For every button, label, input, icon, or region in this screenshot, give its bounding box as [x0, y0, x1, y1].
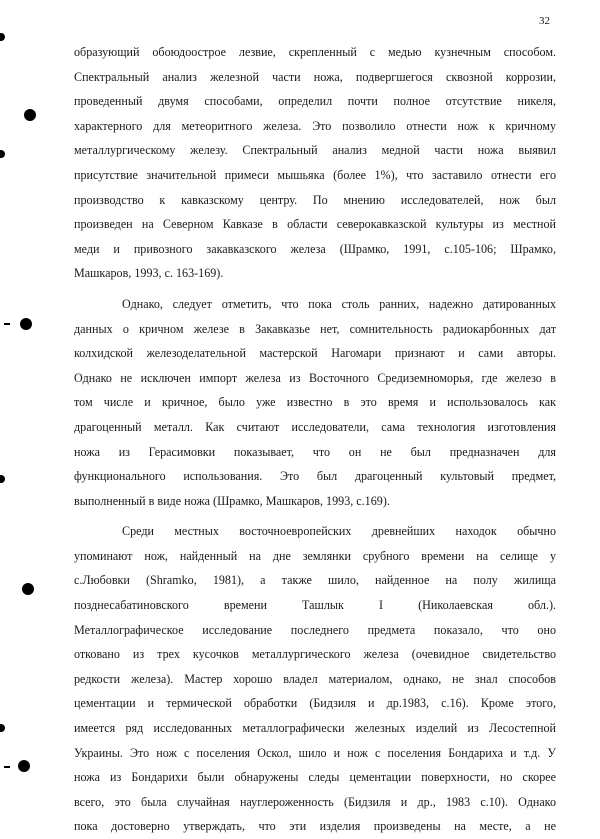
paragraph-1 [74, 40, 556, 286]
text-line: редкости железа). Мастер хорошо владел материалом, однако, не знал способов [74, 671, 556, 686]
text-line: всего, это была случайная науглероженность (Бидзиля и др., 1983 с.10). Однако [74, 794, 556, 809]
text-line: том числе и кричное, было уже известно в это время и использовалось как [74, 395, 556, 410]
text-line: драгоценный металл. Как считают исследователи, сама технология изготовления [74, 419, 556, 434]
text-line: функционального использования. Это был драгоценный культовый предмет, [74, 469, 556, 484]
text-line: Украины. Это нож с поселения Оскол, шило и нож с поселения Бондариха и т.д. У [74, 745, 556, 760]
binding-hole-mark [24, 109, 36, 121]
text-line: Спектральный анализ железной части ножа, подвергшегося сквозной коррозии, [74, 69, 556, 84]
text-line: позднесабатиновского времени Ташлык I (Николаевская обл.). [74, 598, 556, 613]
text-line: с.Любовки (Shramko, 1981), а также шило, найденное на полу жилища [74, 573, 556, 588]
binding-hole-mark [0, 724, 5, 732]
text-line: характерного для метеоритного железа. Это позволило отнести нож к кричному [74, 118, 556, 133]
text-line: присутствие значительной примеси мышьяка (более 1%), что заставило отнести его [74, 167, 556, 182]
text-line: имеется ряд исследованных металлографически железных изделий из Лесостепной [74, 721, 556, 736]
binding-hole-mark [18, 760, 30, 772]
text-line: ножа из Герасимовки показывает, что он не был предназначен для [74, 444, 556, 459]
text-line: Металлографическое исследование последнего предмета показало, что оно [74, 622, 556, 637]
text-line: выполненный в виде ножа (Шрамко, Машкаров, 1993, с.169). [74, 493, 390, 508]
text-line: Однако не исключен импорт железа из Восточного Средиземноморья, где железо в [74, 370, 556, 385]
text-line: металлургическому железу. Спектральный анализ медной части ножа выявил [74, 143, 556, 158]
page-number: 32 [539, 15, 550, 27]
scan-tick-mark [4, 323, 10, 325]
text-line: цементации и термической обработки (Бидзиля и др.1983, с.16). Кроме этого, [74, 696, 556, 711]
paragraph-2 [74, 292, 556, 513]
document-text [74, 40, 556, 839]
binding-hole-mark [0, 475, 5, 483]
binding-hole-mark [0, 150, 5, 158]
text-line: данных о кричном железе в Закавказье нет, сомнительность радиокарбонных дат [74, 321, 556, 336]
text-line: пока достоверно утверждать, что эти изделия произведены на месте, а не [74, 819, 556, 834]
binding-hole-mark [22, 583, 34, 595]
text-line: Машкаров, 1993, с. 163-169). [74, 266, 224, 281]
text-line: образующий обоюдоострое лезвие, скрепленный с медью кузнечным способом. [74, 45, 556, 59]
text-line: проведенный двумя способами, определил почти полное отсутствие никеля, [74, 94, 556, 109]
text-line: упоминают нож, найденный на дне землянки срубного времени на селище у [74, 548, 556, 563]
text-line: колхидской железоделательной мастерской Нагомари признают и сами авторы. [74, 346, 556, 361]
text-line: производство к кавказскому центру. По мнению исследователей, нож был [74, 192, 556, 207]
text-line: отковано из трех кусочков металлургического железа (очевидное свидетельство [74, 647, 556, 662]
scan-tick-mark [4, 766, 10, 768]
text-line: меди и привозного закавказского железа (Шрамко, 1991, с.105-106; Шрамко, [74, 241, 556, 256]
text-line: Однако, следует отметить, что пока столь ранних, надежно датированных [122, 296, 556, 311]
binding-hole-mark [0, 33, 5, 41]
binding-hole-mark [20, 318, 32, 330]
text-line: произведен на Северном Кавказе в области северокавказской культуры из местной [74, 217, 556, 232]
text-line: ножа из Бондарихи были обнаружены следы цементации поверхности, но скорее [74, 770, 556, 785]
text-line: Среди местных восточноевропейских древнейших находок обычно [122, 524, 556, 539]
paragraph-3 [74, 519, 556, 839]
